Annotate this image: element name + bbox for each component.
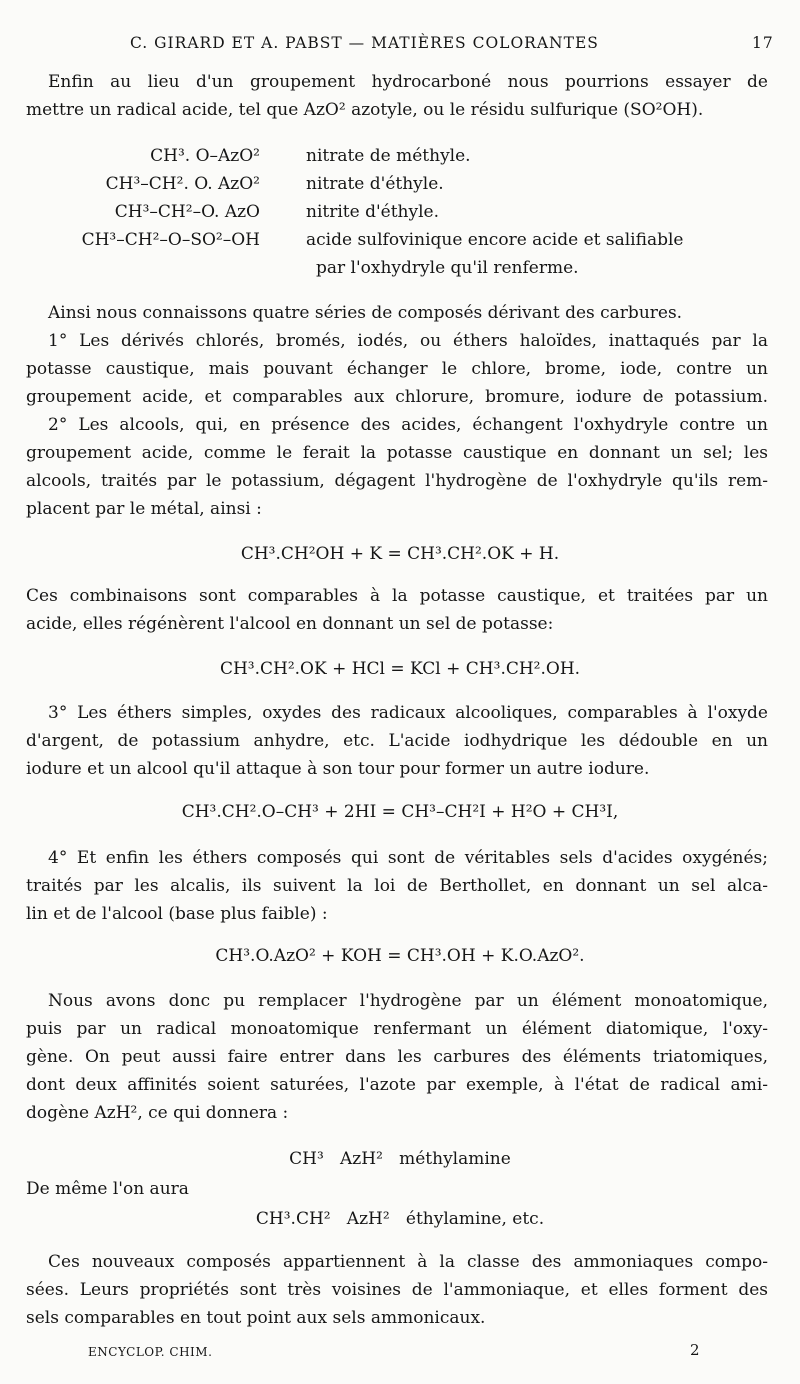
paragraph-line: Nous avons donc pu remplacer l'hydrogène par un élément monoatomique,	[48, 991, 768, 1011]
paragraph-line: Enfin au lieu d'un groupement hydrocarboné nous pourrions essayer de	[48, 72, 768, 92]
compound-name: nitrate de méthyle.	[306, 146, 471, 166]
paragraph-line: dont deux affinités soient saturées, l'azote par exemple, à l'état de radical ami-	[26, 1075, 768, 1095]
paragraph-line: Ainsi nous connaissons quatre séries de composés dérivant des carbures.	[48, 303, 683, 323]
footer-signature: ENCYCLOP. CHIM.	[88, 1345, 213, 1359]
equation: CH³.CH².OK + HCl = KCl + CH³.CH².OH.	[219, 659, 581, 679]
compound-formula: CH³–CH²–O. AzO	[114, 202, 260, 222]
compound-formula: CH³–CH²–O–SO²–OH	[81, 230, 260, 250]
paragraph-line: groupement acide, comme le ferait la potasse caustique en donnant un sel; les	[26, 443, 768, 463]
paragraph-line: Ces combinaisons sont comparables à la potasse caustique, et traitées par un	[26, 586, 768, 606]
paragraph-line: gène. On peut aussi faire entrer dans les carbures des éléments triatomiques,	[26, 1047, 768, 1067]
running-title: C. GIRARD ET A. PABST — MATIÈRES COLORANTES	[130, 34, 599, 52]
compound-name: nitrate d'éthyle.	[306, 174, 444, 194]
equation: CH³.O.AzO² + KOH = CH³.OH + K.O.AzO².	[215, 946, 585, 966]
paragraph-line: 2° Les alcools, qui, en présence des acides, échangent l'oxhydryle contre un	[48, 415, 768, 435]
paragraph-line: 4° Et enfin les éthers composés qui sont de véritables sels d'acides oxygénés;	[48, 848, 768, 868]
paragraph-line: acide, elles régénèrent l'alcool en donnant un sel de potasse:	[26, 614, 554, 634]
compound-formula: CH³–CH². O. AzO²	[105, 174, 260, 194]
paragraph-line: traités par les alcalis, ils suivent la loi de Berthollet, en donnant un sel alca-	[26, 876, 768, 896]
paragraph-line: iodure et un alcool qu'il attaque à son tour pour former un autre iodure.	[26, 759, 650, 779]
paragraph-line: 3° Les éthers simples, oxydes des radicaux alcooliques, comparables à l'oxyde	[48, 703, 768, 723]
compound-continuation: par l'oxhydryle qu'il renferme.	[316, 258, 579, 278]
paragraph-line: potasse caustique, mais pouvant échanger le chlore, brome, iode, contre un	[26, 359, 768, 379]
paragraph-line: De même l'on aura	[26, 1179, 189, 1199]
paragraph-line: groupement acide, et comparables aux chlorure, bromure, iodure de potassium.	[26, 387, 768, 407]
paragraph-line: puis par un radical monoatomique renfermant un élément diatomique, l'oxy-	[26, 1019, 768, 1039]
example-formula: CH³ AzH² méthylamine	[289, 1149, 511, 1169]
compound-formula: CH³. O–AzO²	[150, 146, 260, 166]
equation: CH³.CH²OH + K = CH³.CH².OK + H.	[240, 544, 560, 564]
paragraph-line: sels comparables en tout point aux sels ammonicaux.	[26, 1308, 486, 1328]
paragraph-line: Ces nouveaux composés appartiennent à la classe des ammoniaques compo-	[48, 1252, 768, 1272]
equation: CH³.CH².O–CH³ + 2HI = CH³–CH²I + H²O + CH³I,	[181, 802, 619, 822]
signature-number: 2	[690, 1341, 701, 1359]
compound-name: acide sulfovinique encore acide et salifiable	[306, 230, 684, 250]
paragraph-line: 1° Les dérivés chlorés, bromés, iodés, ou éthers haloïdes, inattaqués par la	[48, 331, 768, 351]
compound-name: nitrite d'éthyle.	[306, 202, 439, 222]
paragraph-line: lin et de l'alcool (base plus faible) :	[26, 904, 328, 924]
paragraph-line: mettre un radical acide, tel que AzO² azotyle, ou le résidu sulfurique (SO²OH).	[26, 100, 704, 120]
paragraph-line: sées. Leurs propriétés sont très voisines de l'ammoniaque, et elles forment des	[26, 1280, 768, 1300]
page-number: 17	[752, 34, 774, 52]
paragraph-line: d'argent, de potassium anhydre, etc. L'acide iodhydrique les dédouble en un	[26, 731, 768, 751]
paragraph-line: dogène AzH², ce qui donnera :	[26, 1103, 289, 1123]
paragraph-line: placent par le métal, ainsi :	[26, 499, 262, 519]
paragraph-line: alcools, traités par le potassium, dégagent l'hydrogène de l'oxhydryle qu'ils rem-	[26, 471, 768, 491]
example-formula: CH³.CH² AzH² éthylamine, etc.	[255, 1209, 545, 1229]
